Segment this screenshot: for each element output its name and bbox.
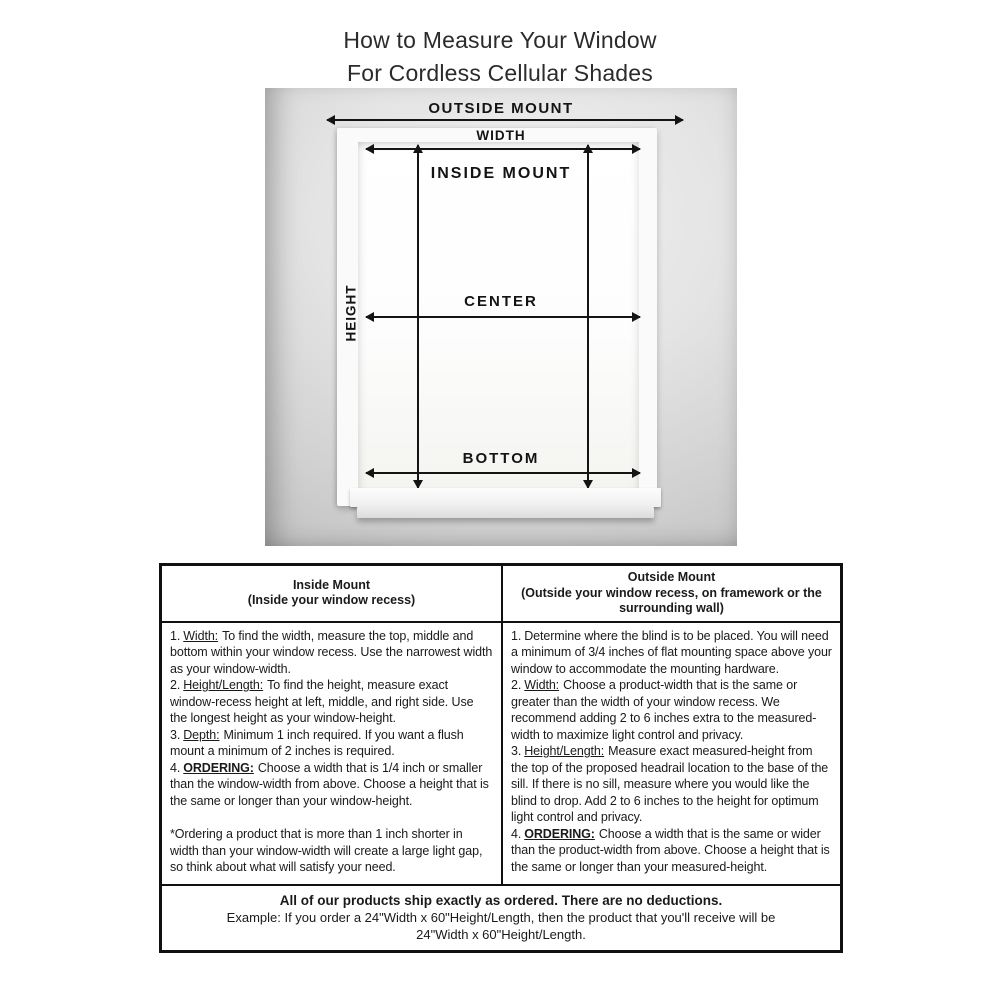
item-lead: ORDERING: <box>183 760 254 775</box>
item-lead: ORDERING: <box>524 826 595 841</box>
inside-mount-note: *Ordering a product that is more than 1 inch shorter in width than your window-width will create a large light gap, so think about what will satisfy your need. <box>170 827 483 874</box>
inside-mount-header-subtitle: (Inside your window recess) <box>247 593 416 608</box>
outside-item-placement <box>511 628 832 678</box>
table-header-row <box>162 566 840 623</box>
item-number: 2. <box>511 678 522 692</box>
item-number: 1. <box>170 628 181 643</box>
item-number: 4. <box>511 826 522 841</box>
measuring-instructions-table <box>159 563 843 953</box>
center-label: CENTER <box>464 293 538 310</box>
outside-item-height-length <box>511 743 832 826</box>
item-text: To find the width, measure the top, middle and bottom within your window recess. Use the narrowest width as your window-width. <box>170 628 493 676</box>
outside-mount-header-title: Outside Mount <box>627 570 716 584</box>
inside-mount-header-title: Inside Mount <box>292 577 371 592</box>
item-text: Determine where the blind is to be placed. You will need a minimum of 3/4 inches of flat mounting space above your window to accommodate the mounting hardware. <box>511 628 832 676</box>
item-number: 3. <box>170 727 181 742</box>
footer-example-line: Example: If you order a 24"Width x 60"Height/Length, then the product that you'll receive will be <box>226 909 776 925</box>
window-sill <box>350 488 661 507</box>
title-line-1: How to Measure Your Window <box>343 27 657 53</box>
item-number: 1. <box>511 628 522 643</box>
item-number: 2. <box>170 678 181 692</box>
item-number: 3. <box>511 744 522 758</box>
inside-mount-width-arrow <box>366 148 640 150</box>
inside-item-height-length <box>170 677 493 727</box>
item-lead: Height/Length: <box>524 744 605 758</box>
item-lead: Width: <box>524 678 560 692</box>
title-line-2: For Cordless Cellular Shades <box>346 60 653 86</box>
item-text: Measure exact measured-height from the top of the proposed headrail location to the base of the sill. If there is no sill, measure where you would like the blind to drop. Add 2 to 6 inches to the height for optimum light control and privacy. <box>511 744 829 824</box>
outside-mount-instructions <box>501 623 840 884</box>
inside-item-ordering <box>170 760 493 810</box>
page-title <box>0 24 1000 90</box>
item-lead: Height/Length: <box>183 678 264 692</box>
width-label: WIDTH <box>476 128 526 143</box>
item-lead: Depth: <box>183 727 220 742</box>
item-text: Minimum 1 inch required. If you want a flush mount a minimum of 2 inches is required. <box>170 727 464 758</box>
footer-no-deductions-line: All of our products ship exactly as ordered. There are no deductions. <box>279 892 723 908</box>
window-sill-lip <box>357 507 654 518</box>
item-text: Choose a width that is 1/4 inch or smaller than the window-width from above. Choose a height that is the same or longer than your window-height. <box>170 760 489 808</box>
inside-item-width <box>170 628 493 678</box>
outside-mount-header <box>501 566 840 621</box>
outside-mount-label: OUTSIDE MOUNT <box>428 100 574 117</box>
outside-mount-header-subtitle: (Outside your window recess, on framework or the surrounding wall) <box>521 585 822 615</box>
item-text: Choose a width that is the same or wider than the product-width from above. Choose a height that is the same or longer than your measured-height. <box>511 826 830 874</box>
footer-example-result: 24"Width x 60"Height/Length. <box>416 926 586 942</box>
table-footer-row <box>162 884 840 950</box>
inside-mount-instructions <box>162 623 501 884</box>
inside-mount-label: INSIDE MOUNT <box>430 165 572 182</box>
bottom-width-arrow <box>366 472 640 474</box>
item-text: Choose a product-width that is the same or greater than the width of your window recess. We recommend adding 2 to 6 inches extra to the measured-width to maximize light control and privacy. <box>511 678 817 742</box>
outside-mount-width-arrow <box>327 119 683 121</box>
center-width-arrow <box>366 316 640 318</box>
table-body-row <box>162 623 840 884</box>
window-measurement-diagram <box>265 88 737 546</box>
outside-item-ordering <box>511 826 832 876</box>
inside-mount-header <box>162 566 501 621</box>
item-number: 4. <box>170 760 181 775</box>
height-label: HEIGHT <box>343 284 359 342</box>
inside-item-depth <box>170 727 493 760</box>
item-text: To find the height, measure exact window-recess height at left, middle, and right side. Use the longest height as your window-height. <box>170 678 474 725</box>
outside-item-width <box>511 677 832 743</box>
bottom-label: BOTTOM <box>462 450 540 467</box>
item-lead: Width: <box>183 628 219 643</box>
